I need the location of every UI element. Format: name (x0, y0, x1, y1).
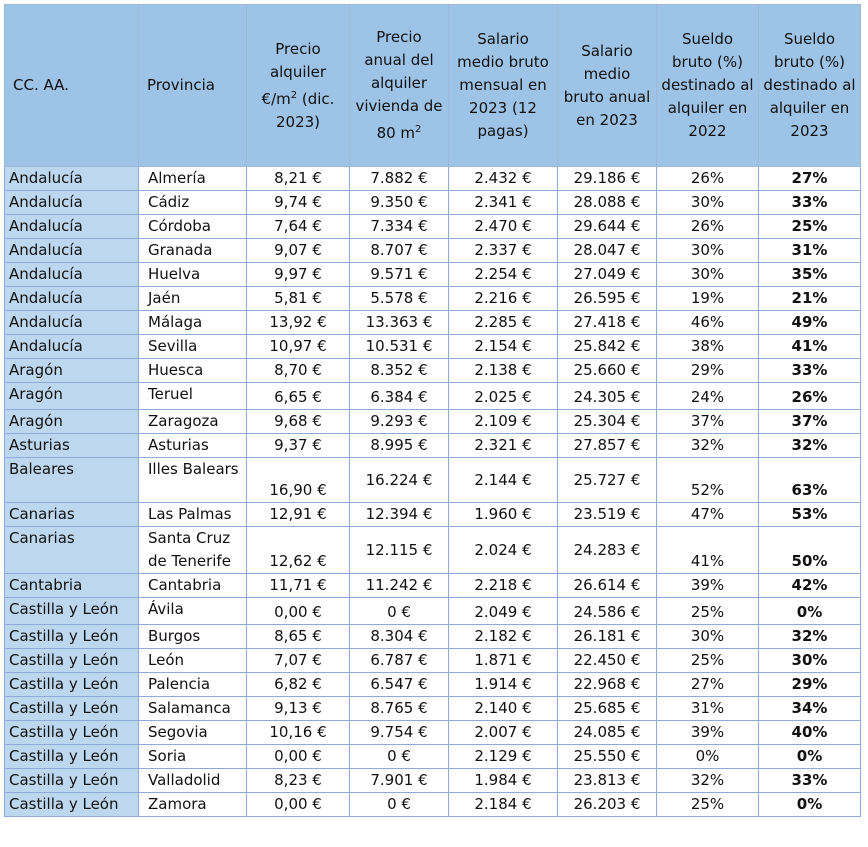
cell-pct-2023: 29% (759, 673, 861, 697)
cell-ccaa: Castilla y León (5, 673, 139, 697)
cell-precio-m2: 6,65 € (247, 383, 350, 410)
cell-salario-anual: 27.049 € (558, 263, 657, 287)
table-row (5, 263, 861, 287)
table-row (5, 673, 861, 697)
table-row (5, 191, 861, 215)
cell-salario-anual: 24.085 € (558, 721, 657, 745)
cell-precio-anual: 16.224 € (350, 458, 449, 503)
cell-precio-anual: 12.115 € (350, 527, 449, 574)
cell-pct-2023: 25% (759, 215, 861, 239)
cell-salario-mensual: 2.285 € (449, 311, 558, 335)
cell-salario-mensual: 1.960 € (449, 503, 558, 527)
cell-salario-anual: 26.595 € (558, 287, 657, 311)
cell-pct-2023: 35% (759, 263, 861, 287)
cell-provincia: León (139, 649, 247, 673)
cell-ccaa: Cantabria (5, 574, 139, 598)
cell-salario-mensual: 2.025 € (449, 383, 558, 410)
cell-salario-mensual: 2.432 € (449, 167, 558, 191)
table-row (5, 287, 861, 311)
cell-salario-mensual: 2.007 € (449, 721, 558, 745)
cell-provincia: Ávila (139, 598, 247, 625)
cell-precio-m2: 7,07 € (247, 649, 350, 673)
header-sueldo-2023: Sueldo bruto (%) destinado al alquiler en 2023 (759, 5, 861, 167)
cell-precio-anual: 9.293 € (350, 410, 449, 434)
cell-pct-2023: 0% (759, 793, 861, 817)
cell-pct-2022: 25% (657, 598, 759, 625)
cell-pct-2023: 32% (759, 625, 861, 649)
cell-pct-2022: 52% (657, 458, 759, 503)
cell-precio-anual: 0 € (350, 745, 449, 769)
cell-precio-m2: 16,90 € (247, 458, 350, 503)
cell-salario-mensual: 2.144 € (449, 458, 558, 503)
table-row (5, 697, 861, 721)
cell-provincia: Valladolid (139, 769, 247, 793)
cell-salario-mensual: 2.129 € (449, 745, 558, 769)
table-row (5, 383, 861, 410)
table-row (5, 793, 861, 817)
cell-salario-anual: 23.813 € (558, 769, 657, 793)
header-sueldo-2022: Sueldo bruto (%) destinado al alquiler en 2022 (657, 5, 759, 167)
cell-precio-m2: 8,21 € (247, 167, 350, 191)
cell-provincia: Illes Balears (139, 458, 247, 503)
cell-pct-2022: 41% (657, 527, 759, 574)
cell-ccaa: Asturias (5, 434, 139, 458)
cell-salario-anual: 27.857 € (558, 434, 657, 458)
cell-pct-2023: 34% (759, 697, 861, 721)
cell-ccaa: Aragón (5, 359, 139, 383)
cell-precio-m2: 7,64 € (247, 215, 350, 239)
cell-precio-anual: 8.707 € (350, 239, 449, 263)
cell-pct-2023: 63% (759, 458, 861, 503)
cell-provincia: Teruel (139, 383, 247, 410)
cell-precio-anual: 6.787 € (350, 649, 449, 673)
cell-precio-m2: 8,65 € (247, 625, 350, 649)
header-row (5, 5, 861, 167)
header-precio-anual: Precio anual del alquiler vivienda de 80 $m^2$ (350, 5, 449, 167)
cell-provincia: Asturias (139, 434, 247, 458)
cell-precio-anual: 9.571 € (350, 263, 449, 287)
cell-precio-anual: 7.882 € (350, 167, 449, 191)
cell-salario-anual: 28.047 € (558, 239, 657, 263)
cell-pct-2023: 33% (759, 769, 861, 793)
cell-pct-2022: 38% (657, 335, 759, 359)
cell-provincia: Cádiz (139, 191, 247, 215)
cell-salario-mensual: 2.182 € (449, 625, 558, 649)
cell-salario-mensual: 2.341 € (449, 191, 558, 215)
header-ccaa: CC. AA. (5, 5, 139, 167)
cell-ccaa: Baleares (5, 458, 139, 503)
cell-salario-anual: 24.283 € (558, 527, 657, 574)
cell-pct-2022: 30% (657, 191, 759, 215)
cell-ccaa: Castilla y León (5, 721, 139, 745)
table-row (5, 649, 861, 673)
cell-pct-2023: 0% (759, 745, 861, 769)
cell-ccaa: Castilla y León (5, 697, 139, 721)
cell-ccaa: Andalucía (5, 287, 139, 311)
cell-salario-mensual: 1.984 € (449, 769, 558, 793)
cell-salario-mensual: 2.049 € (449, 598, 558, 625)
cell-pct-2023: 33% (759, 359, 861, 383)
cell-provincia: Segovia (139, 721, 247, 745)
cell-provincia: Santa Cruz de Tenerife (139, 527, 247, 574)
cell-pct-2023: 41% (759, 335, 861, 359)
cell-precio-anual: 9.754 € (350, 721, 449, 745)
cell-pct-2023: 49% (759, 311, 861, 335)
cell-precio-m2: 8,70 € (247, 359, 350, 383)
cell-ccaa: Andalucía (5, 239, 139, 263)
cell-salario-mensual: 2.184 € (449, 793, 558, 817)
cell-provincia: Almería (139, 167, 247, 191)
cell-precio-m2: 10,16 € (247, 721, 350, 745)
cell-provincia: Cantabria (139, 574, 247, 598)
cell-pct-2022: 25% (657, 649, 759, 673)
header-provincia: Provincia (139, 5, 247, 167)
table-row (5, 527, 861, 574)
cell-salario-anual: 25.304 € (558, 410, 657, 434)
cell-salario-anual: 29.644 € (558, 215, 657, 239)
cell-pct-2023: 50% (759, 527, 861, 574)
cell-ccaa: Andalucía (5, 335, 139, 359)
cell-ccaa: Castilla y León (5, 598, 139, 625)
cell-provincia: Palencia (139, 673, 247, 697)
cell-precio-anual: 7.901 € (350, 769, 449, 793)
cell-salario-mensual: 1.871 € (449, 649, 558, 673)
cell-salario-mensual: 2.109 € (449, 410, 558, 434)
table-row (5, 769, 861, 793)
cell-ccaa: Andalucía (5, 191, 139, 215)
cell-pct-2022: 0% (657, 745, 759, 769)
table-row (5, 167, 861, 191)
cell-precio-m2: 6,82 € (247, 673, 350, 697)
cell-salario-anual: 22.968 € (558, 673, 657, 697)
table-row (5, 434, 861, 458)
cell-salario-anual: 24.586 € (558, 598, 657, 625)
cell-provincia: Sevilla (139, 335, 247, 359)
cell-pct-2022: 47% (657, 503, 759, 527)
cell-salario-mensual: 2.140 € (449, 697, 558, 721)
cell-pct-2023: 32% (759, 434, 861, 458)
cell-pct-2023: 37% (759, 410, 861, 434)
cell-provincia: Huelva (139, 263, 247, 287)
cell-precio-anual: 6.547 € (350, 673, 449, 697)
cell-ccaa: Canarias (5, 527, 139, 574)
cell-pct-2022: 30% (657, 625, 759, 649)
cell-precio-anual: 5.578 € (350, 287, 449, 311)
cell-precio-m2: 12,91 € (247, 503, 350, 527)
cell-ccaa: Aragón (5, 383, 139, 410)
cell-pct-2023: 27% (759, 167, 861, 191)
cell-salario-anual: 25.660 € (558, 359, 657, 383)
cell-precio-m2: 9,74 € (247, 191, 350, 215)
cell-pct-2023: 26% (759, 383, 861, 410)
cell-salario-anual: 25.727 € (558, 458, 657, 503)
table-row (5, 335, 861, 359)
cell-precio-m2: 9,68 € (247, 410, 350, 434)
cell-pct-2022: 31% (657, 697, 759, 721)
cell-precio-anual: 8.765 € (350, 697, 449, 721)
cell-pct-2022: 39% (657, 721, 759, 745)
cell-pct-2022: 29% (657, 359, 759, 383)
cell-precio-anual: 11.242 € (350, 574, 449, 598)
cell-provincia: Málaga (139, 311, 247, 335)
table-row (5, 215, 861, 239)
header-salario-mensual: Salario medio bruto mensual en 2023 (12 pagas) (449, 5, 558, 167)
cell-precio-anual: 9.350 € (350, 191, 449, 215)
cell-pct-2022: 25% (657, 793, 759, 817)
cell-ccaa: Aragón (5, 410, 139, 434)
table-row (5, 721, 861, 745)
cell-salario-anual: 26.614 € (558, 574, 657, 598)
cell-precio-anual: 8.304 € (350, 625, 449, 649)
table-row (5, 745, 861, 769)
cell-pct-2023: 0% (759, 598, 861, 625)
cell-precio-anual: 0 € (350, 598, 449, 625)
cell-precio-m2: 11,71 € (247, 574, 350, 598)
table-row (5, 574, 861, 598)
table-row (5, 311, 861, 335)
cell-precio-anual: 8.352 € (350, 359, 449, 383)
cell-salario-anual: 26.203 € (558, 793, 657, 817)
cell-salario-anual: 28.088 € (558, 191, 657, 215)
cell-pct-2023: 40% (759, 721, 861, 745)
cell-provincia: Granada (139, 239, 247, 263)
cell-precio-m2: 13,92 € (247, 311, 350, 335)
cell-salario-anual: 22.450 € (558, 649, 657, 673)
cell-salario-mensual: 2.254 € (449, 263, 558, 287)
cell-precio-m2: 9,07 € (247, 239, 350, 263)
cell-salario-anual: 24.305 € (558, 383, 657, 410)
cell-provincia: Córdoba (139, 215, 247, 239)
cell-precio-anual: 0 € (350, 793, 449, 817)
cell-precio-m2: 9,97 € (247, 263, 350, 287)
cell-pct-2022: 24% (657, 383, 759, 410)
cell-precio-m2: 5,81 € (247, 287, 350, 311)
cell-ccaa: Castilla y León (5, 649, 139, 673)
cell-precio-anual: 8.995 € (350, 434, 449, 458)
cell-ccaa: Canarias (5, 503, 139, 527)
cell-precio-m2: 0,00 € (247, 745, 350, 769)
cell-ccaa: Castilla y León (5, 625, 139, 649)
cell-pct-2022: 19% (657, 287, 759, 311)
cell-pct-2022: 30% (657, 239, 759, 263)
cell-salario-anual: 25.550 € (558, 745, 657, 769)
cell-precio-m2: 10,97 € (247, 335, 350, 359)
cell-precio-m2: 0,00 € (247, 598, 350, 625)
cell-salario-anual: 29.186 € (558, 167, 657, 191)
cell-salario-mensual: 2.470 € (449, 215, 558, 239)
cell-provincia: Las Palmas (139, 503, 247, 527)
cell-provincia: Zamora (139, 793, 247, 817)
cell-salario-mensual: 2.321 € (449, 434, 558, 458)
cell-ccaa: Castilla y León (5, 793, 139, 817)
cell-precio-anual: 6.384 € (350, 383, 449, 410)
table-row (5, 503, 861, 527)
cell-pct-2022: 27% (657, 673, 759, 697)
cell-ccaa: Castilla y León (5, 745, 139, 769)
cell-pct-2023: 33% (759, 191, 861, 215)
cell-provincia: Salamanca (139, 697, 247, 721)
cell-pct-2022: 32% (657, 769, 759, 793)
cell-precio-anual: 12.394 € (350, 503, 449, 527)
cell-salario-mensual: 2.138 € (449, 359, 558, 383)
cell-pct-2022: 37% (657, 410, 759, 434)
header-precio-m2: Precio alquiler $€/m^2$ (dic. 2023) (247, 5, 350, 167)
cell-precio-m2: 9,13 € (247, 697, 350, 721)
cell-ccaa: Andalucía (5, 311, 139, 335)
cell-salario-mensual: 1.914 € (449, 673, 558, 697)
cell-precio-anual: 13.363 € (350, 311, 449, 335)
cell-salario-mensual: 2.154 € (449, 335, 558, 359)
cell-provincia: Huesca (139, 359, 247, 383)
cell-pct-2022: 30% (657, 263, 759, 287)
cell-provincia: Zaragoza (139, 410, 247, 434)
cell-pct-2023: 42% (759, 574, 861, 598)
cell-ccaa: Castilla y León (5, 769, 139, 793)
table-row (5, 598, 861, 625)
header-salario-anual: Salario medio bruto anual en 2023 (558, 5, 657, 167)
table-row (5, 239, 861, 263)
table-row (5, 625, 861, 649)
cell-pct-2023: 21% (759, 287, 861, 311)
cell-precio-m2: 8,23 € (247, 769, 350, 793)
table-row (5, 359, 861, 383)
cell-salario-anual: 26.181 € (558, 625, 657, 649)
cell-pct-2022: 46% (657, 311, 759, 335)
cell-salario-anual: 25.685 € (558, 697, 657, 721)
cell-salario-mensual: 2.218 € (449, 574, 558, 598)
cell-provincia: Burgos (139, 625, 247, 649)
cell-pct-2023: 30% (759, 649, 861, 673)
table-row (5, 410, 861, 434)
cell-ccaa: Andalucía (5, 215, 139, 239)
cell-pct-2023: 53% (759, 503, 861, 527)
cell-ccaa: Andalucía (5, 263, 139, 287)
table-row (5, 458, 861, 503)
cell-precio-m2: 12,62 € (247, 527, 350, 574)
cell-salario-anual: 23.519 € (558, 503, 657, 527)
rent-salary-table (4, 4, 861, 817)
cell-precio-anual: 7.334 € (350, 215, 449, 239)
cell-ccaa: Andalucía (5, 167, 139, 191)
cell-pct-2022: 39% (657, 574, 759, 598)
cell-pct-2022: 26% (657, 215, 759, 239)
cell-salario-mensual: 2.024 € (449, 527, 558, 574)
cell-precio-m2: 9,37 € (247, 434, 350, 458)
cell-precio-anual: 10.531 € (350, 335, 449, 359)
cell-pct-2022: 32% (657, 434, 759, 458)
cell-provincia: Jaén (139, 287, 247, 311)
cell-salario-anual: 27.418 € (558, 311, 657, 335)
cell-pct-2022: 26% (657, 167, 759, 191)
cell-salario-mensual: 2.337 € (449, 239, 558, 263)
cell-precio-m2: 0,00 € (247, 793, 350, 817)
cell-provincia: Soria (139, 745, 247, 769)
cell-pct-2023: 31% (759, 239, 861, 263)
cell-salario-anual: 25.842 € (558, 335, 657, 359)
cell-salario-mensual: 2.216 € (449, 287, 558, 311)
